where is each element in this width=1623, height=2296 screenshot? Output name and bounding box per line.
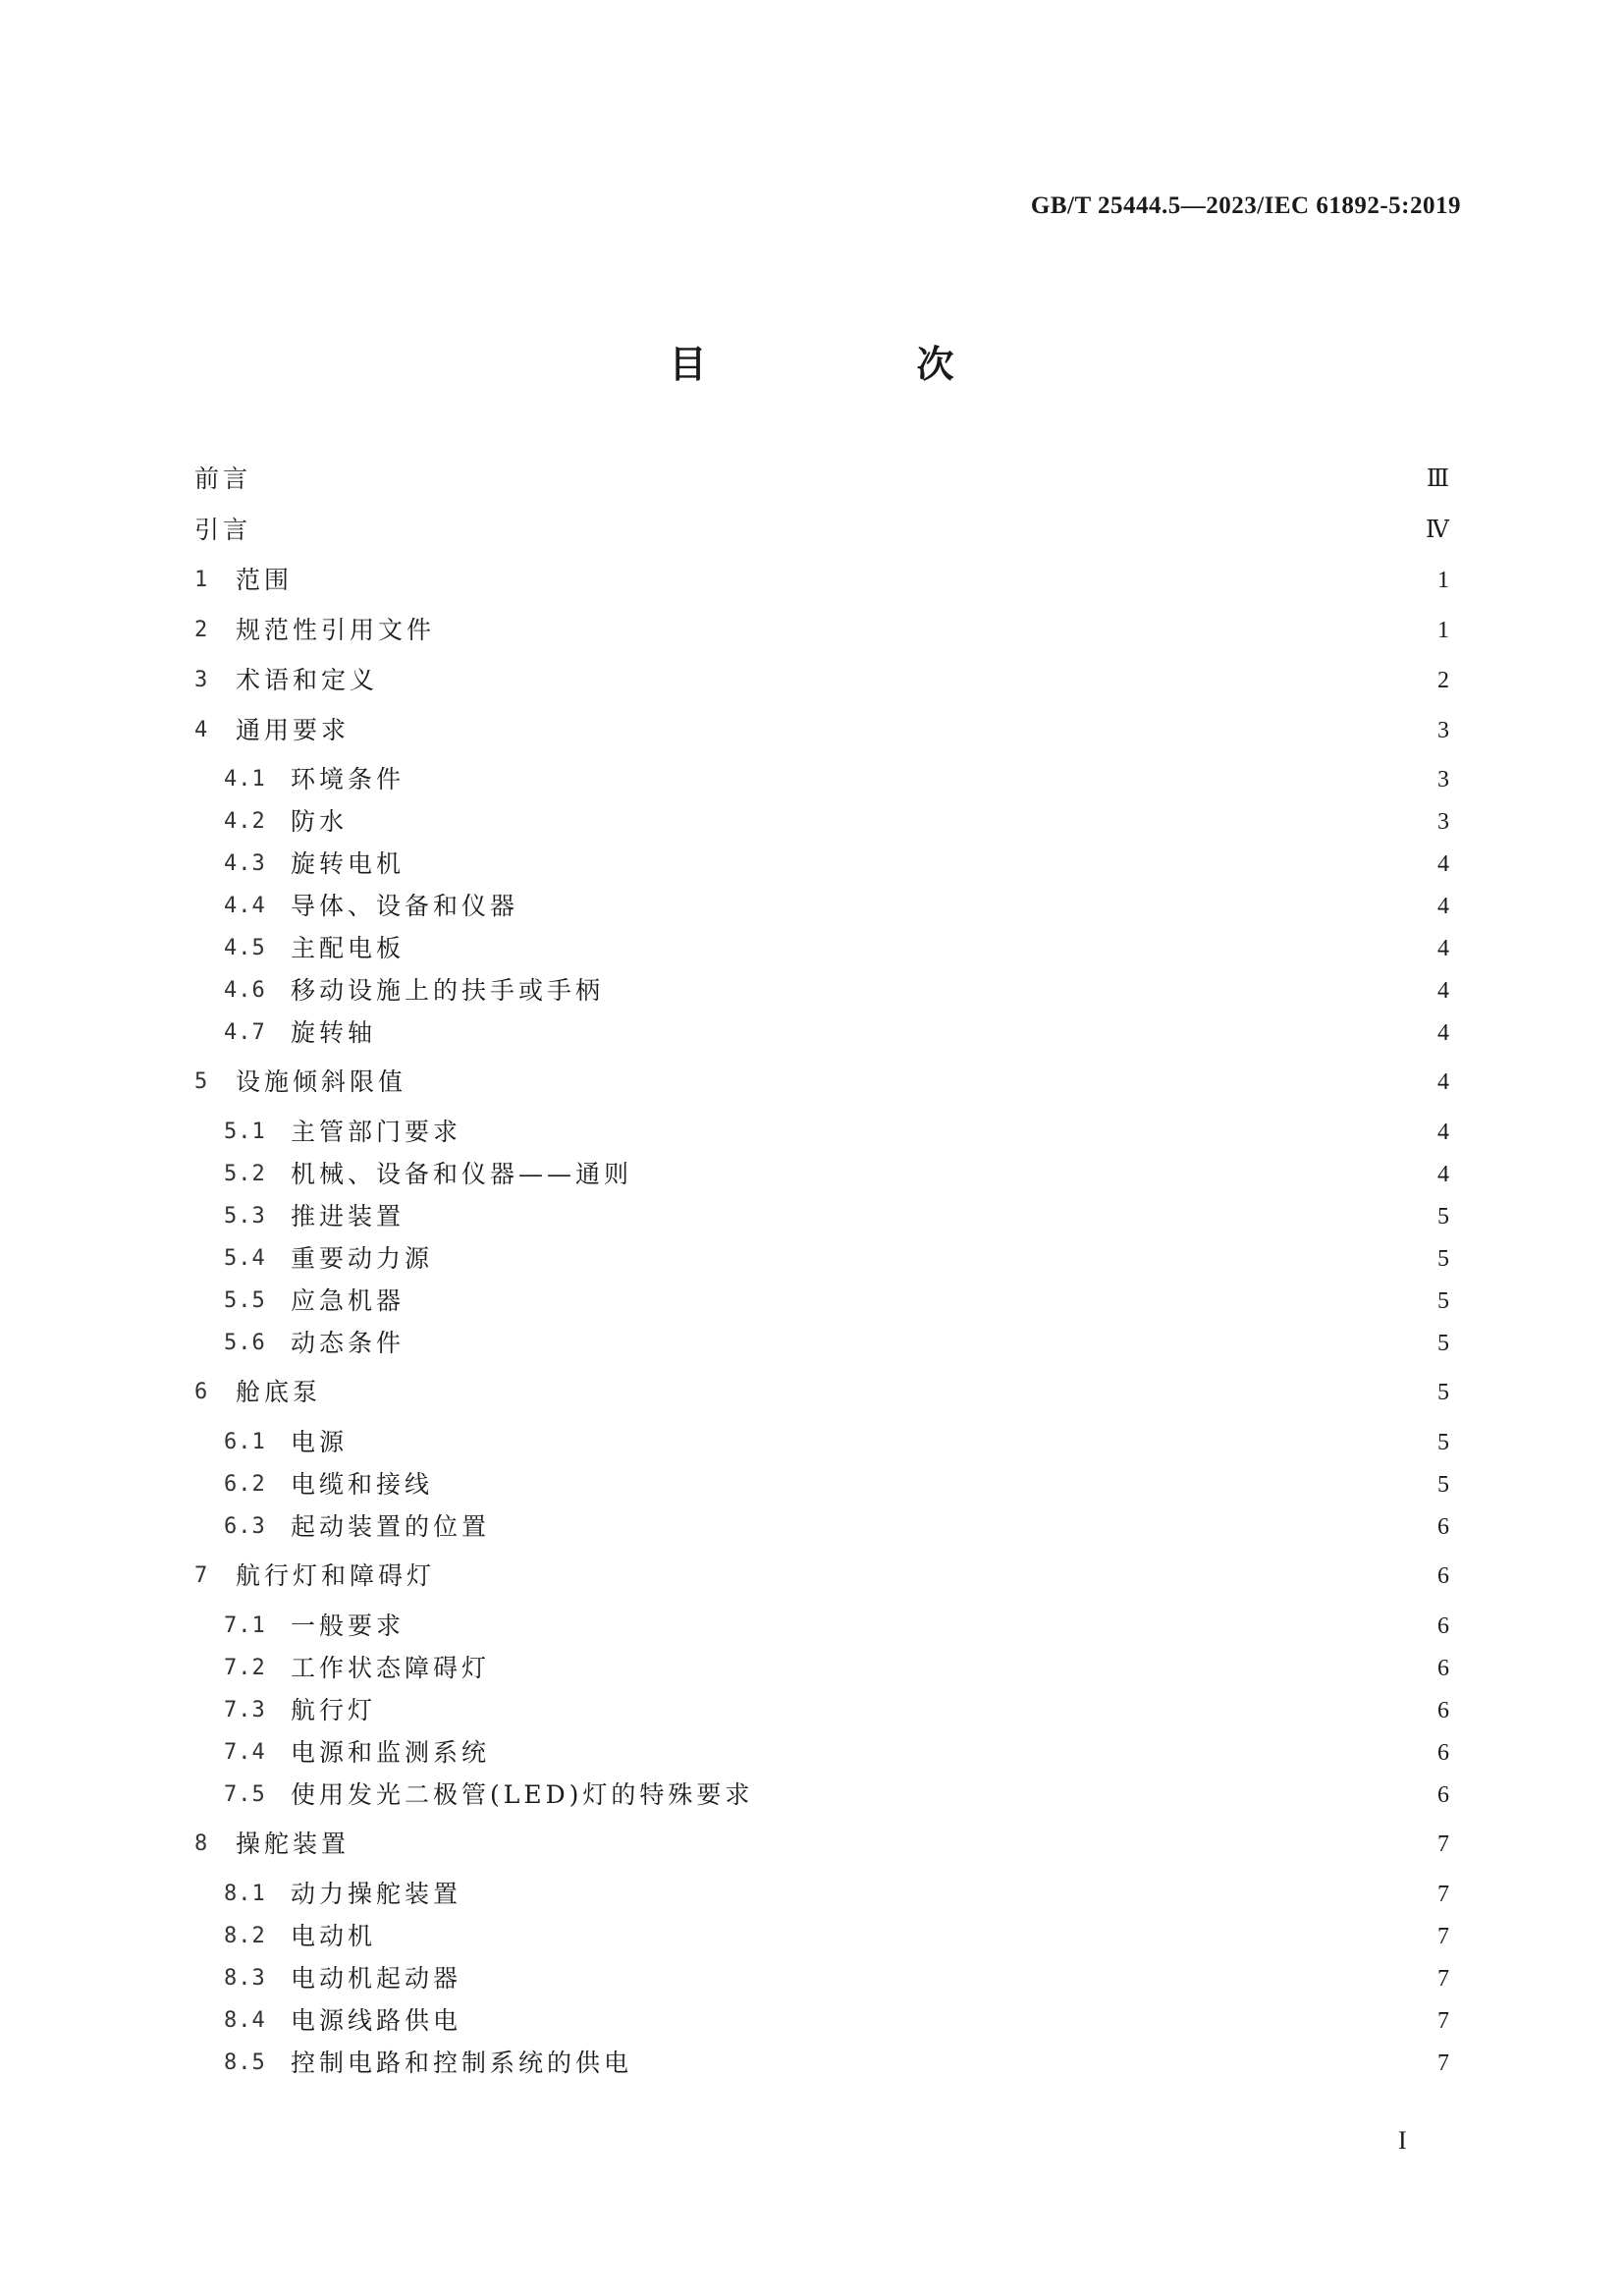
toc-entry[interactable] xyxy=(224,2003,1449,2039)
dot-leader xyxy=(388,1919,1424,1954)
toc-entry[interactable] xyxy=(224,1777,1449,1813)
toc-entry-number: 8.1 xyxy=(224,1882,266,1906)
dot-leader xyxy=(473,1115,1424,1150)
toc-entry[interactable] xyxy=(224,762,1449,797)
dot-leader xyxy=(416,762,1424,797)
toc-entry[interactable] xyxy=(194,1065,1449,1100)
toc-entry[interactable] xyxy=(224,1015,1449,1051)
toc-entry[interactable] xyxy=(224,1919,1449,1954)
toc-entry-number: 5.2 xyxy=(224,1162,266,1186)
toc-entry-title: 控制电路和控制系统的供电 xyxy=(291,2049,633,2077)
toc-entry-number: 8.5 xyxy=(224,2050,266,2075)
toc-entry-title: 动力操舵装置 xyxy=(291,1880,462,1908)
toc-entry-page: 2 xyxy=(1437,668,1449,693)
toc-entry-title: 起动装置的位置 xyxy=(291,1512,491,1541)
toc-entry[interactable] xyxy=(194,513,1449,548)
toc-entry-title: 工作状态障碍灯 xyxy=(291,1654,491,1682)
standard-code: GB/T 25444.5—2023/IEC 61892-5:2019 xyxy=(1030,192,1461,219)
toc-entry-number: 6 xyxy=(194,1380,209,1404)
dot-leader xyxy=(359,804,1424,840)
toc-entry[interactable] xyxy=(224,1651,1449,1686)
toc-entry-number: 4.5 xyxy=(224,936,266,960)
toc-entry-title: 引言 xyxy=(194,516,252,544)
toc-entry[interactable] xyxy=(194,1827,1449,1862)
toc-entry-number: 5.3 xyxy=(224,1204,266,1229)
toc-entry[interactable] xyxy=(224,1425,1449,1460)
toc-entry-number: 8 xyxy=(194,1831,209,1856)
toc-entry-page: 4 xyxy=(1437,978,1449,1004)
toc-entry[interactable] xyxy=(224,1509,1449,1545)
dot-leader xyxy=(644,1157,1424,1192)
toc-entry-page: 4 xyxy=(1437,936,1449,961)
toc-entry-page: 5 xyxy=(1437,1331,1449,1356)
toc-entry-number: 8.4 xyxy=(224,2008,266,2033)
toc-entry-page: 6 xyxy=(1437,1782,1449,1808)
toc-entry-number: 6.2 xyxy=(224,1472,266,1497)
toc-entry-page: 7 xyxy=(1437,1966,1449,1992)
toc-entry[interactable] xyxy=(224,1115,1449,1150)
dot-leader xyxy=(416,847,1424,882)
toc-entry[interactable] xyxy=(224,1157,1449,1192)
toc-entry-title: 航行灯和障碍灯 xyxy=(236,1561,436,1590)
toc-entry-number: 6.1 xyxy=(224,1430,266,1454)
toc-entry-number: 4.2 xyxy=(224,809,266,834)
toc-entry-page: 5 xyxy=(1437,1430,1449,1455)
page-number: I xyxy=(1398,2126,1407,2155)
toc-entry-title: 规范性引用文件 xyxy=(236,616,436,644)
toc-entry-title: 电缆和接线 xyxy=(291,1470,434,1499)
dot-leader xyxy=(390,663,1424,698)
toc-entry-title: 电动机起动器 xyxy=(291,1964,462,1993)
toc-entry-number: 5.6 xyxy=(224,1331,266,1355)
toc-entry[interactable] xyxy=(224,847,1449,882)
toc-entry-page: 5 xyxy=(1437,1380,1449,1405)
toc-entry-page: 6 xyxy=(1437,1613,1449,1639)
toc-entry-page: 5 xyxy=(1437,1288,1449,1314)
dot-leader xyxy=(416,931,1424,966)
toc-entry[interactable] xyxy=(224,1609,1449,1644)
toc-entry-title: 电动机 xyxy=(291,1922,377,1950)
toc-entry-number: 7.4 xyxy=(224,1740,266,1765)
dot-leader xyxy=(416,1199,1424,1234)
toc-entry-page: 5 xyxy=(1437,1204,1449,1230)
toc-entry-page: 3 xyxy=(1437,767,1449,793)
toc-entry[interactable] xyxy=(224,973,1449,1009)
dot-leader xyxy=(502,1509,1424,1545)
toc-entry-page: 7 xyxy=(1437,2050,1449,2076)
toc-entry-page: 1 xyxy=(1437,568,1449,593)
toc-entry-page: 4 xyxy=(1437,1020,1449,1046)
dot-leader xyxy=(388,1693,1424,1728)
toc-entry-page: 7 xyxy=(1437,2008,1449,2034)
toc-entry-title: 旋转轴 xyxy=(291,1018,377,1047)
toc-entry-number: 7 xyxy=(194,1563,209,1588)
toc-entry-number: 4.3 xyxy=(224,851,266,876)
toc-entry-title: 设施倾斜限值 xyxy=(236,1067,407,1096)
toc-entry[interactable] xyxy=(224,889,1449,924)
toc-entry-number: 7.2 xyxy=(224,1656,266,1680)
toc-entry[interactable] xyxy=(194,1558,1449,1594)
toc-entry-number: 7.5 xyxy=(224,1782,266,1807)
toc-entry-page: 6 xyxy=(1437,1698,1449,1723)
dot-leader xyxy=(418,1065,1424,1100)
toc-entry-title: 电源线路供电 xyxy=(291,2006,462,2035)
toc-entry-page: 4 xyxy=(1437,1069,1449,1095)
toc-entry-title: 机械、设备和仪器——通则 xyxy=(291,1160,633,1188)
dot-leader xyxy=(616,973,1424,1009)
toc-entry-title: 电源 xyxy=(291,1428,349,1456)
toc-entry[interactable] xyxy=(224,1199,1449,1234)
toc-entry-number: 8.3 xyxy=(224,1966,266,1991)
toc-entry[interactable] xyxy=(224,804,1449,840)
toc-entry-page: 3 xyxy=(1437,809,1449,835)
page-title: 目 次 xyxy=(669,343,1041,386)
toc-entry[interactable] xyxy=(194,462,1449,497)
dot-leader xyxy=(502,1651,1424,1686)
toc-entry-page: 6 xyxy=(1437,1656,1449,1681)
toc-entry-title: 主配电板 xyxy=(291,934,406,962)
toc-entry-page: 7 xyxy=(1437,1924,1449,1949)
toc-entry-page: Ⅲ xyxy=(1426,466,1449,492)
dot-leader xyxy=(502,1735,1424,1771)
toc-entry-number: 6.3 xyxy=(224,1514,266,1539)
toc-entry-number: 4.1 xyxy=(224,767,266,792)
toc-entry-page: 5 xyxy=(1437,1246,1449,1272)
toc-entry[interactable] xyxy=(224,1693,1449,1728)
dot-leader xyxy=(447,1558,1424,1594)
dot-leader xyxy=(644,2046,1424,2081)
toc-entry-title: 防水 xyxy=(291,807,349,836)
dot-leader xyxy=(263,513,1418,548)
toc-entry-page: 6 xyxy=(1437,1514,1449,1540)
toc-entry-title: 航行灯 xyxy=(291,1696,377,1724)
toc-entry-page: 3 xyxy=(1437,718,1449,743)
dot-leader xyxy=(445,1467,1424,1503)
toc-entry-number: 4 xyxy=(194,718,209,742)
toc-entry[interactable] xyxy=(194,563,1449,598)
toc-entry-title: 导体、设备和仪器 xyxy=(291,892,519,920)
toc-entry[interactable] xyxy=(194,1375,1449,1410)
toc-entry-title: 环境条件 xyxy=(291,765,406,793)
toc-entry-title: 主管部门要求 xyxy=(291,1118,462,1146)
dot-leader xyxy=(263,462,1419,497)
toc-entry[interactable] xyxy=(224,1961,1449,1996)
toc-entry-title: 旋转电机 xyxy=(291,849,406,878)
toc-entry-page: 1 xyxy=(1437,618,1449,643)
toc-entry-title: 通用要求 xyxy=(236,716,351,744)
toc-entry[interactable] xyxy=(224,1241,1449,1277)
toc-entry[interactable] xyxy=(224,2046,1449,2081)
dot-leader xyxy=(765,1777,1424,1813)
toc-entry-page: 4 xyxy=(1437,1162,1449,1187)
toc-entry-title: 前言 xyxy=(194,465,252,493)
toc-entry-title: 舱底泵 xyxy=(236,1378,322,1406)
dot-leader xyxy=(447,613,1424,648)
toc-entry-page: 4 xyxy=(1437,894,1449,919)
toc-entry-page: 6 xyxy=(1437,1740,1449,1766)
dot-leader xyxy=(361,713,1424,748)
toc-entry-number: 7.3 xyxy=(224,1698,266,1722)
toc-entry[interactable] xyxy=(224,1467,1449,1503)
dot-leader xyxy=(333,1375,1424,1410)
toc-entry-page: 4 xyxy=(1437,851,1449,877)
dot-leader xyxy=(388,1015,1424,1051)
toc-entry[interactable] xyxy=(224,1284,1449,1319)
dot-leader xyxy=(304,563,1424,598)
toc-entry[interactable] xyxy=(194,713,1449,748)
dot-leader xyxy=(359,1425,1424,1460)
dot-leader xyxy=(416,1609,1424,1644)
toc-entry-title: 范围 xyxy=(236,566,294,594)
dot-leader xyxy=(473,2003,1424,2039)
toc-entry-page: 7 xyxy=(1437,1882,1449,1907)
toc-entry-title: 动态条件 xyxy=(291,1329,406,1357)
toc-entry-number: 5 xyxy=(194,1069,209,1094)
toc-entry[interactable] xyxy=(224,1877,1449,1912)
toc-entry-page: 7 xyxy=(1437,1831,1449,1857)
dot-leader xyxy=(416,1284,1424,1319)
toc-entry-title: 操舵装置 xyxy=(236,1830,351,1858)
toc-entry-number: 4.6 xyxy=(224,978,266,1003)
toc-entry[interactable] xyxy=(224,931,1449,966)
toc-entry-title: 推进装置 xyxy=(291,1202,406,1230)
toc-entry[interactable] xyxy=(224,1326,1449,1361)
toc-entry-number: 7.1 xyxy=(224,1613,266,1638)
toc-entry-title: 术语和定义 xyxy=(236,666,379,694)
toc-entry-number: 8.2 xyxy=(224,1924,266,1948)
toc-entry-page: Ⅳ xyxy=(1426,518,1449,543)
dot-leader xyxy=(473,1961,1424,1996)
toc-entry-title: 电源和监测系统 xyxy=(291,1738,491,1767)
toc-entry-number: 5.4 xyxy=(224,1246,266,1271)
toc-entry-number: 5.5 xyxy=(224,1288,266,1313)
toc-entry[interactable] xyxy=(224,1735,1449,1771)
toc-entry-number: 1 xyxy=(194,568,209,592)
toc-entry-title: 移动设施上的扶手或手柄 xyxy=(291,976,605,1005)
dot-leader xyxy=(416,1326,1424,1361)
dot-leader xyxy=(530,889,1424,924)
toc-entry-page: 5 xyxy=(1437,1472,1449,1498)
toc-entry[interactable] xyxy=(194,663,1449,698)
toc-entry-page: 6 xyxy=(1437,1563,1449,1589)
dot-leader xyxy=(361,1827,1424,1862)
toc-entry-number: 5.1 xyxy=(224,1120,266,1144)
toc-entry-title: 重要动力源 xyxy=(291,1244,434,1273)
dot-leader xyxy=(445,1241,1424,1277)
toc-entry-number: 3 xyxy=(194,668,209,692)
dot-leader xyxy=(473,1877,1424,1912)
toc-entry-title: 应急机器 xyxy=(291,1286,406,1315)
toc-entry-title: 一般要求 xyxy=(291,1612,406,1640)
toc-entry-number: 2 xyxy=(194,618,209,642)
toc-entry-title: 使用发光二极管(LED)灯的特殊要求 xyxy=(291,1780,754,1809)
toc-entry-page: 4 xyxy=(1437,1120,1449,1145)
toc-entry-number: 4.7 xyxy=(224,1020,266,1045)
toc-entry-number: 4.4 xyxy=(224,894,266,918)
toc-entry[interactable] xyxy=(194,613,1449,648)
